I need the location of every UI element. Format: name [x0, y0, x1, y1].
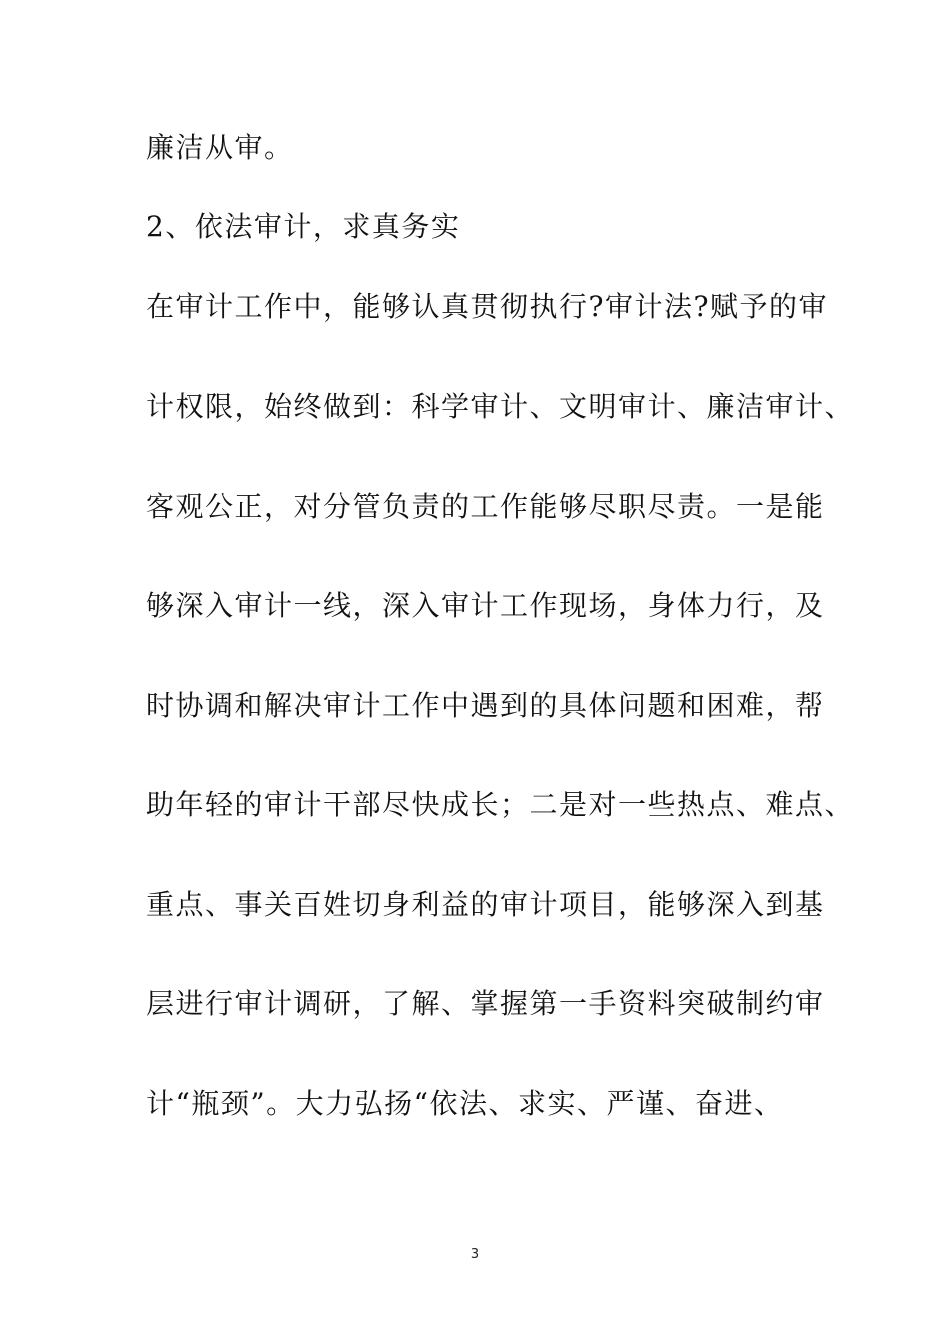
- paragraph-line: 计“瓶颈”。大力弘扬“依法、求实、严谨、奋进、: [146, 1087, 784, 1120]
- paragraph-line: 重点、事关百姓切身利益的审计项目，能够深入到基: [146, 888, 825, 921]
- paragraph-line: 助年轻的审计干部尽快成长；二是对一些热点、难点、: [146, 788, 855, 821]
- paragraph-line: 够深入审计一线，深入审计工作现场，身体力行，及: [146, 589, 825, 622]
- paragraph-line: 时协调和解决审计工作中遇到的具体问题和困难，帮: [146, 689, 825, 722]
- paragraph-line: 计权限，始终做到：科学审计、文明审计、廉洁审计、: [146, 390, 855, 423]
- paragraph-line: 客观公正，对分管负责的工作能够尽职尽责。一是能: [146, 490, 825, 523]
- section-heading: 2、依法审计，求真务实: [146, 210, 461, 243]
- page-number: 3: [470, 1247, 480, 1262]
- paragraph-line: 廉洁从审。: [146, 131, 294, 164]
- paragraph-line: 层进行审计调研，了解、掌握第一手资料突破制约审: [146, 987, 825, 1020]
- paragraph-line: 在审计工作中，能够认真贯彻执行?审计法?赋予的审: [146, 290, 829, 323]
